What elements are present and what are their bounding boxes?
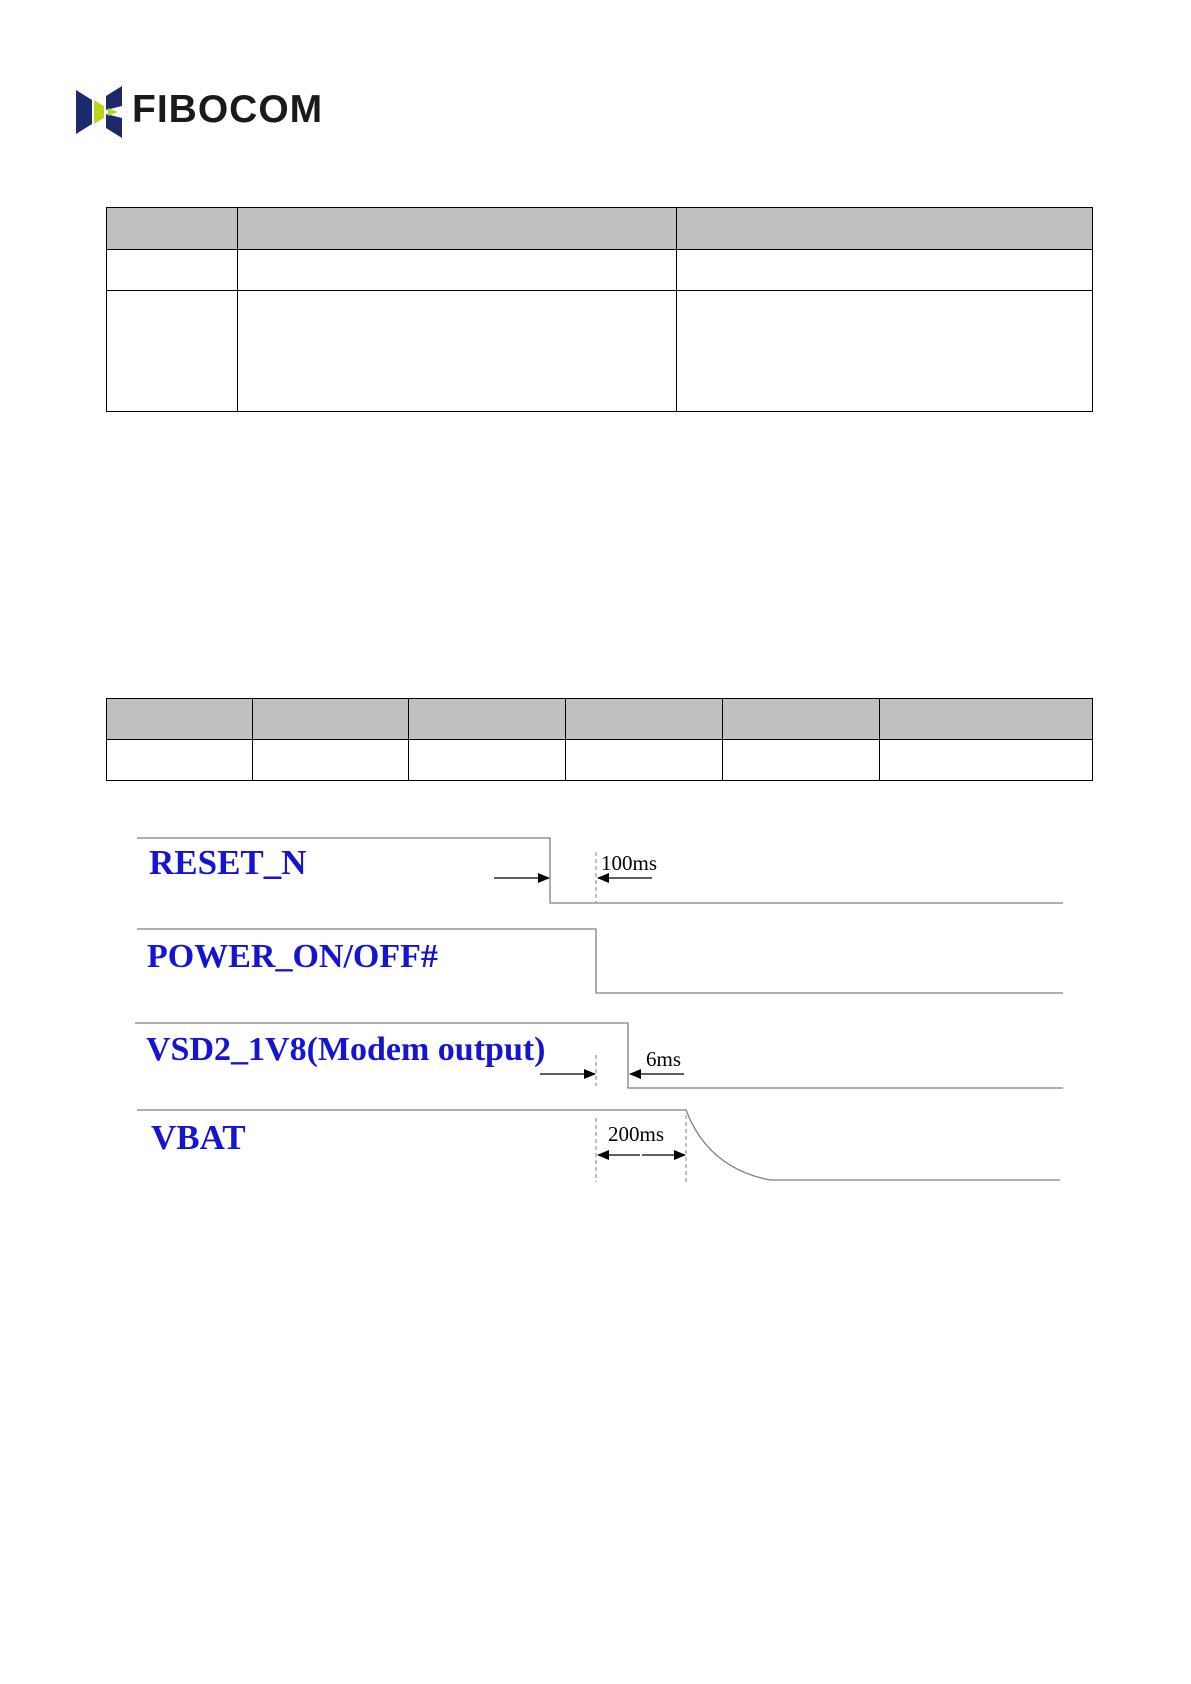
table-1-header-cell xyxy=(677,208,1093,250)
table-cell xyxy=(677,291,1093,412)
table-2-header-cell xyxy=(566,699,723,740)
fibocom-logo-icon xyxy=(76,86,130,138)
table-cell xyxy=(107,291,238,412)
table-1 xyxy=(106,207,1093,412)
power-off-timing-diagram xyxy=(0,820,1191,1200)
table-1-header-cell xyxy=(238,208,677,250)
interval-label-100ms: 100ms xyxy=(601,851,658,875)
table-cell xyxy=(677,250,1093,291)
table-2-header-cell xyxy=(253,699,409,740)
table-2-header-row xyxy=(107,699,1093,740)
signal-label-power-on-off: POWER_ON/OFF# xyxy=(147,938,438,975)
interval-label-200ms: 200ms xyxy=(608,1122,665,1146)
table-1-header-cell xyxy=(107,208,238,250)
table-1-header-row xyxy=(107,208,1093,250)
table-cell xyxy=(238,291,677,412)
signal-label-vsd2-1v8: VSD2_1V8(Modem output) xyxy=(146,1031,546,1068)
table-row xyxy=(107,250,1093,291)
fibocom-logo xyxy=(76,86,356,138)
table-cell xyxy=(253,740,409,781)
table-row xyxy=(107,291,1093,412)
table-2 xyxy=(106,698,1093,781)
table-2-header-cell xyxy=(409,699,566,740)
table-cell xyxy=(566,740,723,781)
table-cell xyxy=(238,250,677,291)
table-row xyxy=(107,740,1093,781)
table-2-header-cell xyxy=(723,699,880,740)
vbat-trace xyxy=(137,1110,1060,1180)
interval-label-6ms: 6ms xyxy=(646,1047,682,1071)
table-cell xyxy=(723,740,880,781)
table-cell xyxy=(409,740,566,781)
signal-label-vbat: VBAT xyxy=(151,1118,246,1157)
logo-wordmark: FIBOCOM xyxy=(132,88,324,131)
table-cell xyxy=(880,740,1093,781)
table-cell xyxy=(107,250,238,291)
table-2-header-cell xyxy=(880,699,1093,740)
table-2-header-cell xyxy=(107,699,253,740)
signal-label-reset-n: RESET_N xyxy=(149,843,307,882)
table-cell xyxy=(107,740,253,781)
